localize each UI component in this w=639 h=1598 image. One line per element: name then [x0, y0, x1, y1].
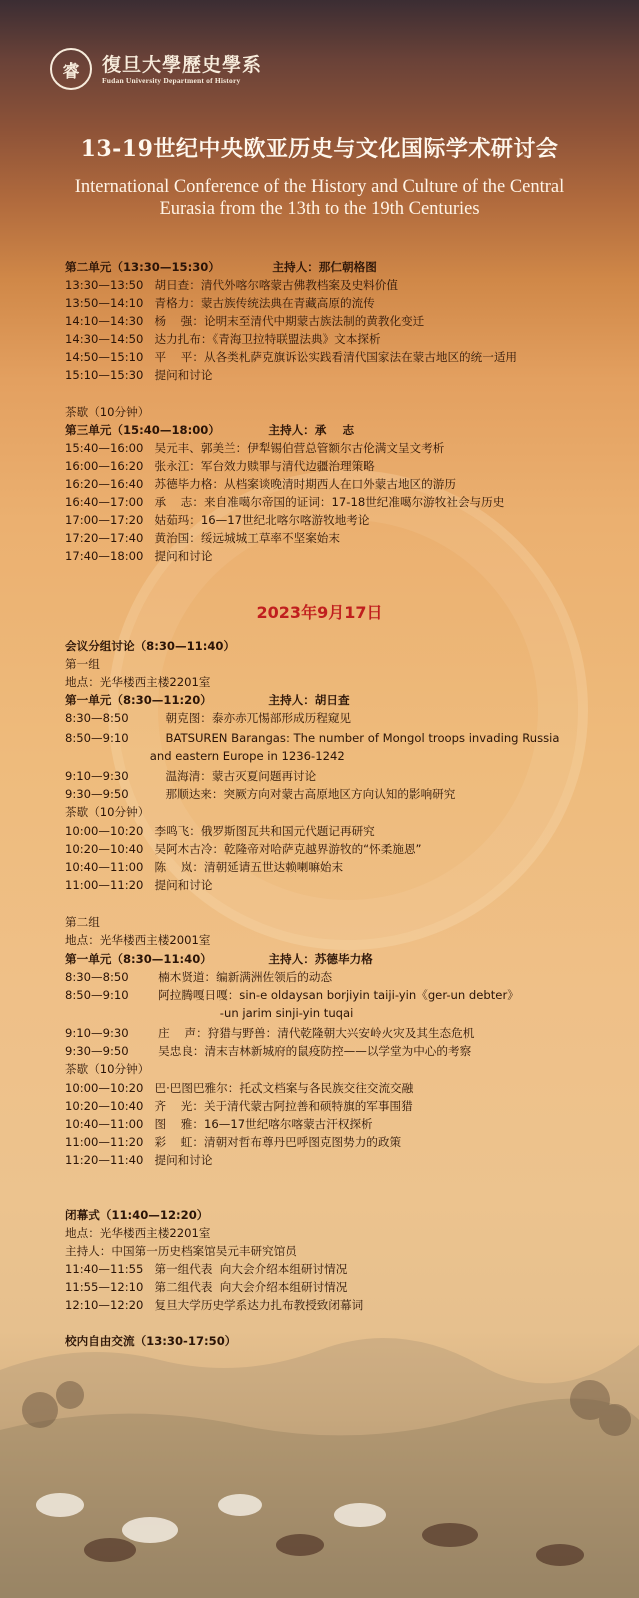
schedule-line: 12:10—12:20 复旦大学历史学系达力扎布教授致闭幕词: [65, 1298, 364, 1312]
schedule-line: 10:20—10:40 吴阿木古冷：乾隆帝对哈萨克越界游牧的“怀柔施恩”: [65, 842, 422, 856]
schedule-line: 第二组: [65, 915, 100, 929]
schedule-line: and eastern Europe in 1236-1242: [65, 749, 345, 763]
conference-date: 2023年9月17日: [256, 603, 383, 622]
schedule-line: 11:40—11:55 第一组代表 向大会介绍本组研讨情况: [65, 1262, 348, 1276]
schedule-line: 14:50—15:10 平 平：从各类札萨克旗诉讼实践看清代国家法在蒙古地区的统一适用: [65, 350, 518, 364]
schedule-line: 第一组: [65, 657, 100, 671]
session-heading: 第一单元（8:30—11:20） 主持人：胡日查: [65, 693, 350, 707]
session-heading: 会议分组讨论（8:30—11:40）: [65, 639, 236, 653]
schedule-line: 9:10—9:30 庄 声：狩猎与野兽：清代乾隆朝大兴安岭火灾及其生态危机: [65, 1026, 475, 1040]
schedule-line: 11:00—11:20 彩 虹：清朝对哲布尊丹巴呼图克图势力的政策: [65, 1135, 402, 1149]
schedule-line: 17:40—18:00 提问和讨论: [65, 549, 213, 563]
schedule-line: 10:40—11:00 陈 岚：清朝延请五世达赖喇嘛始末: [65, 860, 344, 874]
session-heading: 第二单元（13:30—15:30） 主持人：那仁朝格图: [65, 260, 377, 274]
schedule-line: 11:00—11:20 提问和讨论: [65, 878, 213, 892]
session-heading: 第三单元（15:40—18:00） 主持人：承 志: [65, 423, 355, 437]
schedule-line: 地点：光华楼西主楼2201室: [65, 675, 211, 689]
schedule-line: -un jarim sinji-yin tuqai: [65, 1006, 354, 1020]
conference-title-en: International Conference of the History and Culture of the Central Eurasia from the 13th to the 19th Centuries: [74, 177, 565, 219]
schedule-line: 8:50—9:10 阿拉腾嘎日嘎：sin-e oldaysan borjiyin taiji-yin《ger-un debter》: [65, 988, 519, 1002]
session-heading: 闭幕式（11:40—12:20）: [65, 1208, 209, 1222]
schedule-line: 10:00—10:20 李鸣飞：俄罗斯图瓦共和国元代题记再研究: [65, 824, 375, 838]
schedule-line: 17:00—17:20 姑茹玛：16—17世纪北喀尔喀游牧地考论: [65, 513, 370, 527]
schedule-line: 9:30—9:50 那顺达来：突厥方向对蒙古高原地区方向认知的影响研究: [65, 787, 456, 801]
schedule-line: 9:30—9:50 吴忠良：清末吉林新城府的鼠疫防控——以学堂为中心的考察: [65, 1044, 472, 1058]
schedule-line: 16:40—17:00 承 志：来自准噶尔帝国的证词：17-18世纪准噶尔游牧社会与历史: [65, 495, 505, 509]
schedule-line: 8:30—8:50 楠木贤道：编新满洲佐领后的动态: [65, 970, 333, 984]
schedule-line: 茶歇（10分钟）: [65, 405, 150, 419]
schedule-line: 13:30—13:50 胡日查：清代外喀尔喀蒙古佛教档案及史料价值: [65, 278, 398, 292]
schedule-line: 10:40—11:00 图 雅：16—17世纪喀尔喀蒙古汗权探析: [65, 1117, 373, 1131]
university-emblem-icon: 睿: [50, 48, 92, 90]
schedule-line: 15:10—15:30 提问和讨论: [65, 368, 213, 382]
department-logo: [50, 48, 262, 90]
schedule-line: 茶歇（10分钟）: [65, 805, 150, 819]
schedule-line: 8:30—8:50 朝克图：泰亦赤兀惕部形成历程窥见: [65, 711, 352, 725]
schedule-line: 10:20—10:40 齐 光：关于清代蒙古阿拉善和硕特旗的军事围猎: [65, 1099, 413, 1113]
schedule-line: 17:20—17:40 黄治国：绥远城城工草率不坚案始末: [65, 531, 340, 545]
schedule-line: 地点：光华楼西主楼2201室: [65, 1226, 211, 1240]
schedule-line: 茶歇（10分钟）: [65, 1062, 150, 1076]
department-name-en: Fudan University Department of History: [102, 75, 241, 85]
schedule-line: 9:10—9:30 温海清：蒙古灭夏问题再讨论: [65, 769, 317, 783]
session-heading: 第一单元（8:30—11:40） 主持人：苏德毕力格: [65, 952, 373, 966]
schedule-line: 14:10—14:30 杨 强：论明末至清代中期蒙古族法制的黄教化变迁: [65, 314, 425, 328]
schedule-line: 8:50—9:10 BATSUREN Barangas: The number of Mongol troops invading Russia: [65, 731, 560, 745]
schedule-line: 14:30—14:50 达力扎布：《青海卫拉特联盟法典》文本探析: [65, 332, 381, 346]
schedule-line: 11:55—12:10 第二组代表 向大会介绍本组研讨情况: [65, 1280, 348, 1294]
schedule-line: 16:00—16:20 张永江：军台效力赎罪与清代边疆治理策略: [65, 459, 375, 473]
schedule-line: 13:50—14:10 青格力：蒙古族传统法典在青藏高原的流传: [65, 296, 375, 310]
schedule-line: 16:20—16:40 苏德毕力格：从档案谈晚清时期西人在口外蒙古地区的游历: [65, 477, 456, 491]
schedule-line: 11:20—11:40 提问和讨论: [65, 1153, 213, 1167]
conference-title-cn: 13-19世纪中央欧亚历史与文化国际学术研讨会: [80, 136, 559, 162]
schedule-line: 地点：光华楼西主楼2001室: [65, 933, 211, 947]
schedule-line: 15:40—16:00 吴元丰、郭美兰：伊犁锡伯营总管额尔古伦满文呈文考析: [65, 441, 445, 455]
schedule-line: 主持人：中国第一历史档案馆吴元丰研究馆员: [65, 1244, 297, 1258]
session-heading: 校内自由交流（13:30-17:50）: [65, 1334, 237, 1348]
schedule-line: 10:00—10:20 巴·巴图巴雅尔：托忒文档案与各民族交往交流交融: [65, 1081, 414, 1095]
department-name-cn: 復旦大學歷史學系: [102, 53, 263, 76]
